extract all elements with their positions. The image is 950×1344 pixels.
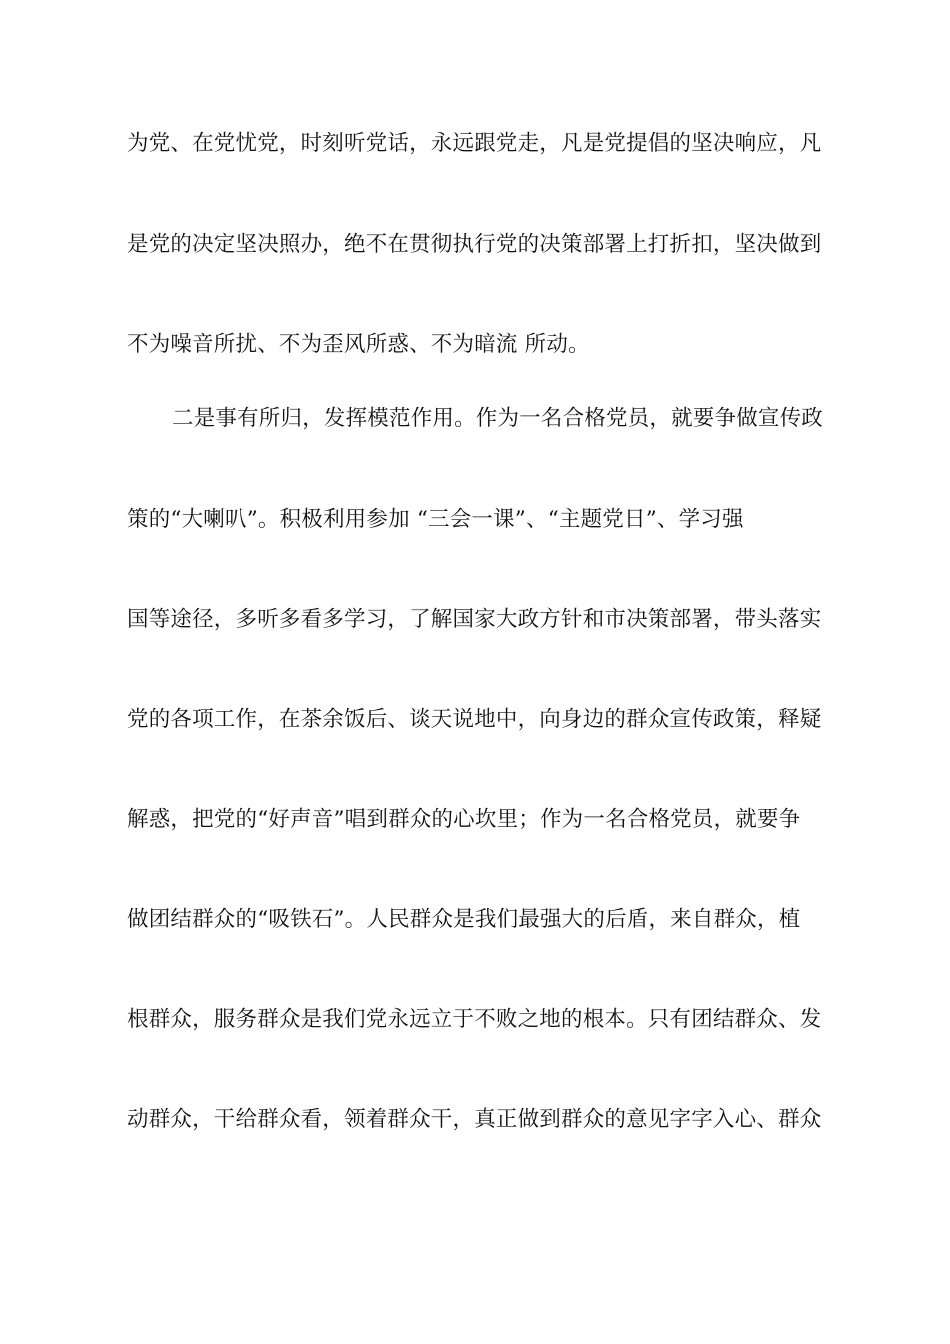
text-line-10: 根群众，服务群众是我们党永远立于不败之地的根本。只有团结群众、发 xyxy=(127,1007,822,1032)
text-line-2: 是党的决定坚决照办，绝不在贯彻执行党的决策部署上打折扣，坚决做到 xyxy=(127,232,822,257)
text-line-11: 动群众，干给群众看，领着群众干，真正做到群众的意见字字入心、群众 xyxy=(127,1107,822,1132)
text-line-9: 做团结群众的“吸铁石”。人民群众是我们最强大的后盾，来自群众，植 xyxy=(127,907,801,932)
text-line-6: 国等途径，多听多看多学习，了解国家大政方针和市决策部署，带头落实 xyxy=(127,607,822,632)
text-line-5: 策的“大喇叭”。积极利用参加 “三会一课”、“主题党日”、学习强 xyxy=(127,507,744,532)
text-line-8: 解惑，把党的“好声音”唱到群众的心坎里；作为一名合格党员，就要争 xyxy=(127,807,801,832)
text-line-1: 为党、在党忧党，时刻听党话，永远跟党走，凡是党提倡的坚决响应，凡 xyxy=(127,131,822,156)
paragraph-start-line: 二是事有所归，发挥模范作用。作为一名合格党员，就要争做宣传政 xyxy=(172,406,824,431)
text-line-3: 不为噪音所扰、不为歪风所惑、不为暗流 所动。 xyxy=(127,332,590,357)
text-line-7: 党的各项工作，在茶余饭后、谈天说地中，向身边的群众宣传政策，释疑 xyxy=(127,707,822,732)
